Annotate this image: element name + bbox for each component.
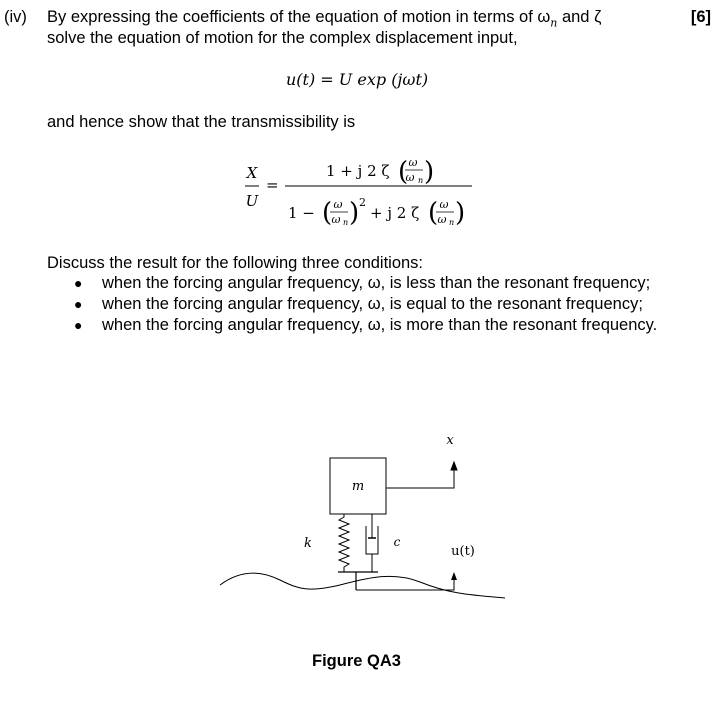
damper-label: c [393, 535, 401, 549]
paren-close: ) [424, 157, 435, 187]
bullet-icon: ● [74, 275, 83, 291]
den2-sub-n: n [449, 218, 455, 227]
den-power: 2 [359, 196, 366, 209]
den2-paren-open: ( [428, 198, 439, 228]
bullet-icon: ● [74, 296, 83, 312]
list-item [72, 315, 676, 336]
list-item [72, 294, 676, 315]
figure-diagram [200, 420, 530, 620]
show-text: and hence show that the transmissibility is [47, 113, 356, 131]
discuss-text: Discuss the result for the following three conditions: [47, 254, 424, 272]
u-label: u(t) [451, 544, 475, 559]
mass-arm [386, 470, 454, 488]
condition-text: when the forcing angular frequency, ω, is equal to the resonant frequency; [102, 295, 643, 313]
num-omega: ω [408, 156, 418, 169]
x-label: x [446, 433, 454, 448]
den2-omega: ω [439, 198, 449, 211]
den-omega: ω [333, 198, 343, 211]
list-item [72, 273, 676, 294]
num-sub-n: n [418, 176, 424, 185]
mass-label: m [351, 479, 365, 494]
spring-label: k [304, 536, 312, 551]
spring [339, 514, 349, 572]
num-omega-n: ω [405, 171, 415, 184]
input-equation: u(t) = U exp (jωt) [286, 70, 429, 89]
paren-open: ( [398, 157, 409, 187]
condition-text: when the forcing angular frequency, ω, is more than the resonant frequency. [102, 316, 658, 334]
question-number: (iv) [4, 8, 27, 26]
den-sub-n: n [343, 218, 349, 227]
conditions-list [72, 273, 676, 336]
question-tail: and ζ [557, 8, 602, 26]
question-text: By expressing the coefficients of the equation of motion in terms of ω [47, 8, 551, 26]
question-text-line1 [47, 8, 601, 29]
x-arrow-icon [451, 462, 457, 470]
lhs-denominator: U [245, 192, 259, 210]
den-omega-n: ω [331, 213, 341, 226]
denominator-mid: + j 2 ζ [370, 204, 420, 222]
denominator-prefix: 1 − [288, 204, 315, 222]
ground-surface [220, 573, 505, 598]
marks-badge: [6] [690, 8, 711, 26]
figure-caption: Figure QA3 [312, 652, 401, 670]
transmissibility-equation [240, 148, 490, 240]
equals-sign: = [266, 176, 279, 194]
omega-subscript: n [550, 16, 558, 30]
question-text-line2: solve the equation of motion for the complex displacement input, [47, 29, 518, 47]
den-paren-close: ) [349, 198, 360, 228]
numerator-prefix: 1 + j 2 ζ [326, 162, 390, 180]
u-arrow-icon [451, 572, 457, 580]
bullet-icon: ● [74, 317, 83, 333]
den-paren-open: ( [322, 198, 333, 228]
lhs-numerator: X [246, 164, 258, 182]
condition-text: when the forcing angular frequency, ω, is less than the resonant frequency; [102, 274, 651, 292]
den2-omega-n: ω [437, 213, 447, 226]
den2-paren-close: ) [455, 198, 466, 228]
